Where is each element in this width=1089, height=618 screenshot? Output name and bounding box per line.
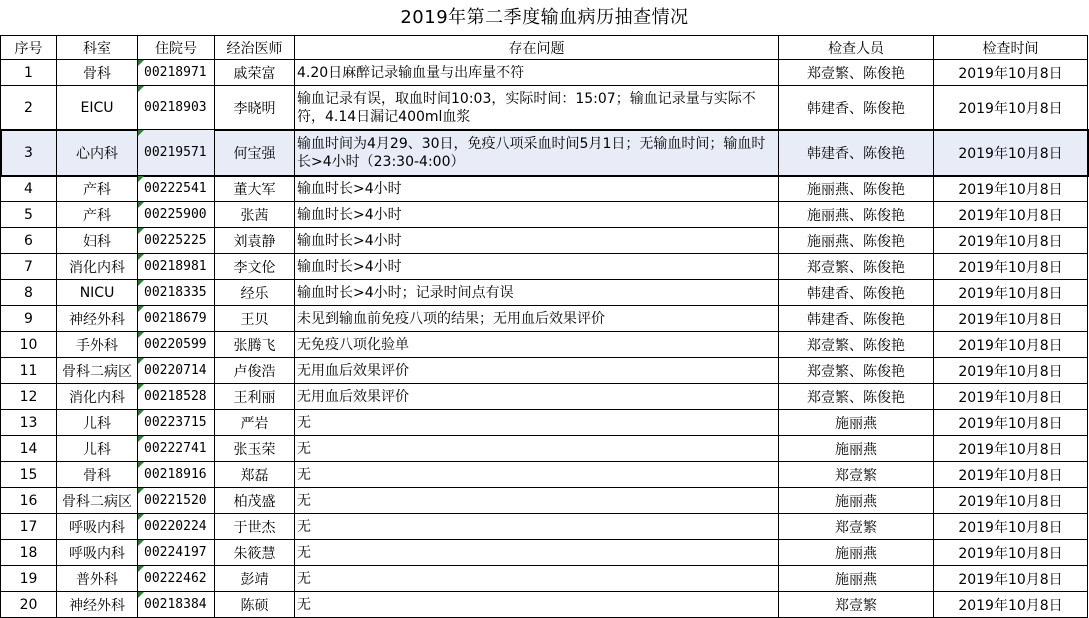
cell-admission[interactable]: 00218916	[138, 462, 215, 488]
cell-date[interactable]: 2019年10月8日	[934, 306, 1088, 332]
cell-dept[interactable]: 心内科	[57, 130, 138, 176]
cell-inspector[interactable]: 郑壹繁、陈俊艳	[779, 254, 934, 280]
cell-date[interactable]: 2019年10月8日	[934, 176, 1088, 202]
table-row	[1, 384, 1088, 410]
cell-doctor[interactable]: 于世杰	[215, 514, 295, 540]
cell-inspector[interactable]: 郑壹繁、陈俊艳	[779, 332, 934, 358]
cell-issue[interactable]: 无免疫八项化验单	[295, 332, 779, 358]
cell-issue[interactable]: 无用血后效果评价	[295, 384, 779, 410]
cell-no[interactable]: 11	[1, 358, 57, 384]
cell-doctor[interactable]: 郑磊	[215, 462, 295, 488]
table-row	[1, 488, 1088, 514]
cell-inspector[interactable]: 郑壹繁、陈俊艳	[779, 60, 934, 86]
cell-issue[interactable]: 输血时长>4小时	[295, 254, 779, 280]
cell-issue[interactable]: 输血记录有误，取血时间10:03，实际时间：15:07；输血记录量与实际不符，4.14日漏记400ml血浆	[295, 86, 779, 130]
cell-doctor[interactable]: 戚荣富	[215, 60, 295, 86]
cell-issue[interactable]: 无	[295, 410, 779, 436]
cell-dept[interactable]: 妇科	[57, 228, 138, 254]
cell-dept[interactable]: 产科	[57, 176, 138, 202]
table-row	[1, 592, 1088, 618]
cell-dept[interactable]: 儿科	[57, 410, 138, 436]
cell-dept[interactable]: 儿科	[57, 436, 138, 462]
cell-dept[interactable]: 呼吸内科	[57, 540, 138, 566]
cell-date[interactable]: 2019年10月8日	[934, 540, 1088, 566]
cell-date[interactable]: 2019年10月8日	[934, 566, 1088, 592]
cell-inspector[interactable]: 施丽燕	[779, 436, 934, 462]
cell-issue[interactable]: 输血时长>4小时；记录时间点有误	[295, 280, 779, 306]
cell-doctor[interactable]: 张腾飞	[215, 332, 295, 358]
cell-dept[interactable]: 骨科	[57, 462, 138, 488]
cell-doctor[interactable]: 朱筱慧	[215, 540, 295, 566]
cell-no[interactable]: 1	[1, 60, 57, 86]
cell-date[interactable]: 2019年10月8日	[934, 280, 1088, 306]
cell-no[interactable]: 15	[1, 462, 57, 488]
cell-doctor[interactable]: 陈硕	[215, 592, 295, 618]
header-cell-issue[interactable]: 存在问题	[295, 36, 779, 60]
cell-dept[interactable]: 消化内科	[57, 254, 138, 280]
cell-inspector[interactable]: 郑壹繁	[779, 514, 934, 540]
cell-issue[interactable]: 输血时间为4月29、30日，免疫八项采血时间5月1日；无输血时间；输血时长>4小时（23:30-4:00）	[295, 130, 779, 176]
cell-doctor[interactable]: 彭靖	[215, 566, 295, 592]
cell-date[interactable]: 2019年10月8日	[934, 86, 1088, 130]
cell-admission[interactable]: 00222541	[138, 176, 215, 202]
cell-issue[interactable]: 无	[295, 592, 779, 618]
table-row	[1, 228, 1088, 254]
cell-no[interactable]: 14	[1, 436, 57, 462]
cell-issue[interactable]: 无	[295, 462, 779, 488]
cell-inspector[interactable]: 施丽燕	[779, 566, 934, 592]
cell-no[interactable]: 2	[1, 86, 57, 130]
table-row	[1, 540, 1088, 566]
cell-issue[interactable]: 无	[295, 540, 779, 566]
table-row	[1, 332, 1088, 358]
cell-dept[interactable]: 骨科二病区	[57, 488, 138, 514]
cell-inspector[interactable]: 郑壹繁	[779, 462, 934, 488]
cell-inspector[interactable]: 施丽燕	[779, 410, 934, 436]
cell-admission[interactable]: 00224197	[138, 540, 215, 566]
cell-issue[interactable]: 无	[295, 566, 779, 592]
header-cell-dept[interactable]: 科室	[57, 36, 138, 60]
table-row	[1, 306, 1088, 332]
cell-dept[interactable]: 手外科	[57, 332, 138, 358]
cell-no[interactable]: 17	[1, 514, 57, 540]
cell-issue[interactable]: 输血时长>4小时	[295, 202, 779, 228]
cell-doctor[interactable]: 何宝强	[215, 130, 295, 176]
cell-no[interactable]: 10	[1, 332, 57, 358]
cell-admission[interactable]: 00218903	[138, 86, 215, 130]
cell-issue[interactable]: 未见到输血前免疫八项的结果；无用血后效果评价	[295, 306, 779, 332]
cell-date[interactable]: 2019年10月8日	[934, 488, 1088, 514]
cell-admission[interactable]: 00218981	[138, 254, 215, 280]
cell-admission[interactable]: 00225225	[138, 228, 215, 254]
header-cell-date[interactable]: 检查时间	[934, 36, 1088, 60]
cell-dept[interactable]: 消化内科	[57, 384, 138, 410]
table-row	[1, 410, 1088, 436]
cell-no[interactable]: 5	[1, 202, 57, 228]
header-cell-inspector[interactable]: 检查人员	[779, 36, 934, 60]
header-cell-admission[interactable]: 住院号	[138, 36, 215, 60]
cell-admission[interactable]: 00225900	[138, 202, 215, 228]
table-row	[1, 130, 1088, 176]
cell-dept[interactable]: 骨科	[57, 60, 138, 86]
cell-dept[interactable]: 产科	[57, 202, 138, 228]
inspection-table	[0, 35, 1088, 618]
cell-date[interactable]: 2019年10月8日	[934, 410, 1088, 436]
cell-date[interactable]: 2019年10月8日	[934, 130, 1088, 176]
cell-admission[interactable]: 00218528	[138, 384, 215, 410]
table-row	[1, 566, 1088, 592]
cell-issue[interactable]: 无	[295, 436, 779, 462]
table-row	[1, 202, 1088, 228]
cell-dept[interactable]: 普外科	[57, 566, 138, 592]
cell-admission[interactable]: 00218971	[138, 60, 215, 86]
table-row	[1, 358, 1088, 384]
header-row	[1, 36, 1088, 60]
cell-admission[interactable]: 00218679	[138, 306, 215, 332]
cell-inspector[interactable]: 韩建香、陈俊艳	[779, 280, 934, 306]
cell-issue[interactable]: 无	[295, 514, 779, 540]
cell-no[interactable]: 4	[1, 176, 57, 202]
cell-doctor[interactable]: 王贝	[215, 306, 295, 332]
cell-doctor[interactable]: 张茜	[215, 202, 295, 228]
table-row	[1, 280, 1088, 306]
cell-date[interactable]: 2019年10月8日	[934, 384, 1088, 410]
cell-doctor[interactable]: 李文伦	[215, 254, 295, 280]
cell-date[interactable]: 2019年10月8日	[934, 514, 1088, 540]
cell-inspector[interactable]: 郑壹繁	[779, 592, 934, 618]
table-row	[1, 514, 1088, 540]
cell-admission[interactable]: 00220224	[138, 514, 215, 540]
table-row	[1, 254, 1088, 280]
cell-inspector[interactable]: 施丽燕、陈俊艳	[779, 176, 934, 202]
cell-issue[interactable]: 无	[295, 488, 779, 514]
cell-no[interactable]: 19	[1, 566, 57, 592]
cell-dept[interactable]: 呼吸内科	[57, 514, 138, 540]
cell-doctor[interactable]: 卢俊浩	[215, 358, 295, 384]
table-row	[1, 462, 1088, 488]
cell-no[interactable]: 12	[1, 384, 57, 410]
cell-no[interactable]: 9	[1, 306, 57, 332]
header-cell-no[interactable]: 序号	[1, 36, 57, 60]
cell-admission[interactable]: 00221520	[138, 488, 215, 514]
cell-inspector[interactable]: 施丽燕	[779, 488, 934, 514]
cell-inspector[interactable]: 郑壹繁、陈俊艳	[779, 384, 934, 410]
cell-inspector[interactable]: 韩建香、陈俊艳	[779, 306, 934, 332]
cell-date[interactable]: 2019年10月8日	[934, 254, 1088, 280]
cell-admission[interactable]: 00223715	[138, 410, 215, 436]
cell-admission[interactable]: 00220599	[138, 332, 215, 358]
sheet-title: 2019年第二季度输血病历抽查情况	[400, 7, 689, 28]
cell-no[interactable]: 16	[1, 488, 57, 514]
cell-doctor[interactable]: 刘袁静	[215, 228, 295, 254]
cell-dept[interactable]: 神经外科	[57, 592, 138, 618]
header-cell-doctor[interactable]: 经治医师	[215, 36, 295, 60]
cell-dept[interactable]: 骨科二病区	[57, 358, 138, 384]
cell-inspector[interactable]: 施丽燕、陈俊艳	[779, 202, 934, 228]
cell-doctor[interactable]: 经乐	[215, 280, 295, 306]
cell-no[interactable]: 3	[1, 130, 57, 176]
cell-issue[interactable]: 无用血后效果评价	[295, 358, 779, 384]
cell-no[interactable]: 7	[1, 254, 57, 280]
cell-doctor[interactable]: 柏茂盛	[215, 488, 295, 514]
cell-dept[interactable]: EICU	[57, 86, 138, 130]
cell-doctor[interactable]: 董大军	[215, 176, 295, 202]
cell-issue[interactable]: 4.20日麻醉记录输血量与出库量不符	[295, 60, 779, 86]
cell-doctor[interactable]: 张玉荣	[215, 436, 295, 462]
cell-date[interactable]: 2019年10月8日	[934, 202, 1088, 228]
table-row	[1, 176, 1088, 202]
cell-date[interactable]: 2019年10月8日	[934, 358, 1088, 384]
cell-doctor[interactable]: 李晓明	[215, 86, 295, 130]
cell-date[interactable]: 2019年10月8日	[934, 60, 1088, 86]
cell-no[interactable]: 13	[1, 410, 57, 436]
cell-issue[interactable]: 输血时长>4小时	[295, 228, 779, 254]
table-row	[1, 60, 1088, 86]
cell-doctor[interactable]: 严岩	[215, 410, 295, 436]
cell-no[interactable]: 6	[1, 228, 57, 254]
cell-inspector[interactable]: 施丽燕、陈俊艳	[779, 228, 934, 254]
cell-inspector[interactable]: 郑壹繁、陈俊艳	[779, 358, 934, 384]
cell-admission[interactable]: 00219571	[138, 130, 215, 176]
cell-inspector[interactable]: 韩建香、陈俊艳	[779, 86, 934, 130]
cell-no[interactable]: 18	[1, 540, 57, 566]
cell-inspector[interactable]: 韩建香、陈俊艳	[779, 130, 934, 176]
cell-admission[interactable]: 00222462	[138, 566, 215, 592]
cell-date[interactable]: 2019年10月8日	[934, 436, 1088, 462]
cell-doctor[interactable]: 王利丽	[215, 384, 295, 410]
cell-dept[interactable]: NICU	[57, 280, 138, 306]
cell-no[interactable]: 20	[1, 592, 57, 618]
cell-issue[interactable]: 输血时长>4小时	[295, 176, 779, 202]
cell-date[interactable]: 2019年10月8日	[934, 462, 1088, 488]
cell-dept[interactable]: 神经外科	[57, 306, 138, 332]
cell-admission[interactable]: 00222741	[138, 436, 215, 462]
cell-admission[interactable]: 00218335	[138, 280, 215, 306]
table-row	[1, 86, 1088, 130]
cell-inspector[interactable]: 施丽燕	[779, 540, 934, 566]
cell-admission[interactable]: 00220714	[138, 358, 215, 384]
cell-date[interactable]: 2019年10月8日	[934, 592, 1088, 618]
cell-date[interactable]: 2019年10月8日	[934, 332, 1088, 358]
cell-admission[interactable]: 00218384	[138, 592, 215, 618]
table-row	[1, 436, 1088, 462]
cell-no[interactable]: 8	[1, 280, 57, 306]
cell-date[interactable]: 2019年10月8日	[934, 228, 1088, 254]
